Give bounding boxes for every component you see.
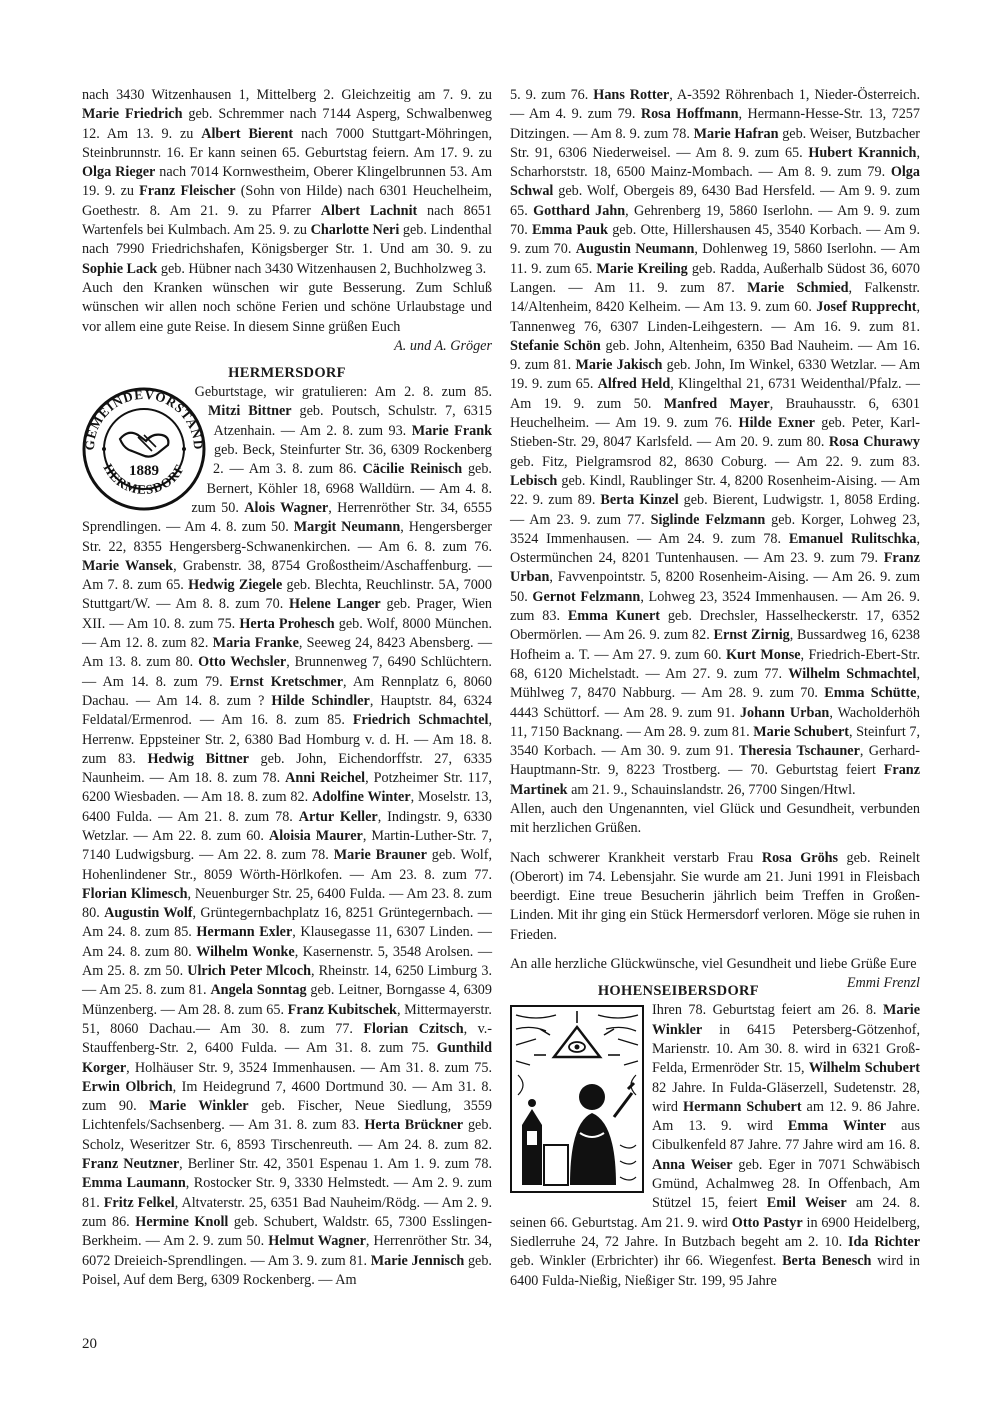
all-wishes-paragraph: Allen, auch den Ungenannten, viel Glück und Gesundheit, verbunden mit herzlichen Grüßen.: [510, 800, 920, 837]
church-woodcut-icon: [510, 1005, 644, 1193]
signature-frenzl: Emmi Frenzl: [846, 975, 920, 992]
left-column: [82, 86, 492, 1290]
page-number: 20: [82, 1336, 97, 1352]
svg-text:GEMEINDEVORSTAND: GEMEINDEVORSTAND: [81, 386, 207, 452]
heading-hohenseibersdorf: HOHENSEIBERSDORF: [597, 983, 759, 1000]
intro-paragraph: nach 3430 Witzenhausen 1, Mittelberg 2. Gleichzeitig am 7. 9. zu Marie Friedrich geb. Schremmer nach 7144 Asperg, Schwalbenweg 12. Am 13. 9. zu Albert Bierent nach 7000 Stuttgart-Möhringen, Steinbrunnstr. 16. Er kann seinen 65. Geburtstag feiern. Am 17. 9. zu Olga Rieger nach 7014 Kornwestheim, Oberer Klingelbrunnen 53. Am 19. 9. zu Franz Fleischer (Sohn von Hilde) nach 6301 Heuchelheim, Goethestr. 8. Am 21. 9. zu Pfarrer Albert Lachnit nach 8651 Wartenfels bei Kulmbach. Am 25. 9. zu Charlotte Neri geb. Lindenthal nach 7990 Friedrichshafen, Königsberger Str. 1. Und am 30. 9. zu Sophie Lack geb. Hübner nach 3430 Witzenhausen 2, Buchholzweg 3.: [82, 87, 492, 277]
greeting-text: An alle herzliche Glückwünsche, viel Gesundheit und liebe Grüße Eure: [510, 956, 917, 973]
svg-text:HERMESDORF: HERMESDORF: [100, 461, 188, 498]
hohenseibersdorf-birthdays: Ihren 78. Geburtstag feiert am 26. 8. Marie Winkler in 6415 Petersberg-Götzenhof, Marienstr. 10. Am 30. 8. wird in 6321 Groß-Felda, Ermenröder Str. 15, Wilhelm Schubert 82 Jahre. In Fulda-Gläserzell, Sudetenstr. 28, wird Hermann Schubert am 12. 9. 86 Jahre. Am 13. 9. wird Emma Winter aus Cibulkenfeld 87 Jahre. 77 Jahre wird am 16. 8. Anna Weiser geb. Eger in 7071 Schwäbisch Gmünd, Achalmweg 28. In Offenbach, Am Stützel 15, feiert Emil Weiser am 24. 8. seinen 66. Geburtstag. Am 21. 9. wird Otto Pastyr in 6900 Heidelberg, Siedlerruhe 24, 72 Jahre. In Butzbach begeht am 2. 10. Ida Richter geb. Winkler (Erbrichter) ihr 66. Wiegenfest. Berta Benesch wird in 6400 Fulda-Nießig, Nießiger Str. 199, 95 Jahre: [510, 1002, 921, 1289]
heading-hermersdorf: HERMERSDORF: [228, 365, 346, 382]
hermersdorf-birthdays: Geburtstage, wir gratulieren: Am 2. 8. zum 85. Mitzi Bittner geb. Poutsch, Schulstr. 7, 6315 Atzenhain. — Am 2. 8. zum 93. Marie Frank geb. Beck, Steinfurter Str. 36, 6309 Rockenberg 2. — Am 3. 8. zum 86. Cäcilie Reinisch geb. Bernert, Köhler 18, 6968 Walldürn. — Am 4. 8. zum 50. Alois Wagner, Herrenröther Str. 34, 6555 Sprendlingen. — Am 4. 8. zum 50. Margit Neumann, Hengersberger Str. 22, 8355 Hengersberg-Schwanenkirchen. — Am 6. 8. zum 76. Marie Wansek, Grabenstr. 38, 8754 Großostheim/Aschaffenburg. — Am 7. 8. zum 65. Hedwig Ziegele geb. Blechta, Reuchlinstr. 5A, 7000 Stuttgart/W. — Am 8. 8. zum 70. Helene Langer geb. Prager, Wien XII. — Am 10. 8. zum 75. Herta Prohesch geb. Wolf, 8000 München. — Am 12. 8. zum 82. Maria Franke, Seeweg 24, 8423 Abensberg. — Am 13. 8. zum 80. Otto Wechsler, Brunnenweg 7, 6490 Schlüchtern. — Am 14. 8. zum 79. Ernst Kretschmer, Am Rennplatz 6, 8060 Dachau. — Am 14. 8. zum ? Hilde Schindler, Hauptstr. 84, 6324 Feldatal/Ermenrod. — Am 16. 8. zum 85. Friedrich Schmachtel, Herrenw. Eppsteiner Str. 2, 6380 Bad Homburg v. d. H. — Am 18. 8. zum 83. Hedwig Bittner geb. John, Eichendorffstr. 27, 6335 Naunheim. — Am 18. 8. zum 78. Anni Reichel, Potzheimer Str. 117, 6200 Wiesbaden. — Am 18. 8. zum 82. Adolfine Winter, Moselstr. 13, 6400 Fulda. — Am 21. 8. zum 78. Artur Keller, Indingstr. 9, 6330 Wetzlar. — Am 22. 8. zum 60. Aloisia Maurer, Martin-Luther-Str. 7, 7140 Ludwigsburg. — Am 22. 8. zum 78. Marie Brauner geb. Wolf, Hohenlindener Str., 8059 Wörth-Hörlkofen. — Am 23. 8. zum 77. Florian Klimesch, Neuenburger Str. 25, 6400 Fulda. — Am 23. 8. zum 80. Augustin Wolf, Grüntegernbachplatz 16, 8251 Grüntegernbach. — Am 24. 8. zum 85. Hermann Exler, Klausegasse 11, 6307 Linden. — Am 24. 8. zum 80. Wilhelm Wonke, Kasernenstr. 5, 3548 Arolsen. — Am 25. 8. zm 50. Ulrich Peter Mlcoch, Rheinstr. 14, 6250 Limburg 3. — Am 25. 8. zum 81. Angela Sonntag geb. Leitner, Borngasse 4, 6309 Münzenberg. — Am 28. 8. zum 65. Franz Kubitschek, Mittermayerstr. 51, 8060 Dachau.— Am 30. 8. zum 77. Florian Czitsch, v.-Stauffenberg-Str. 2, 6400 Fulda. — Am 31. 8. zum 75. Gunthild Korger, Holhäuser Str. 9, 3524 Immenhausen. — Am 31. 8. zum 75. Erwin Olbrich, Im Heidegrund 7, 4600 Dortmund 30. — Am 31. 8. zum 90. Marie Winkler geb. Fischer, Neue Siedlung, 3559 Lichtenfels/Sachsenberg. — Am 31. 8. zum 83. Herta Brückner geb. Scholz, Weseritzer Str. 6, 8593 Tirschenreuth. — Am 24. 8. zum 82. Franz Neutzner, Berliner Str. 42, 3501 Espenau 1. Am 1. 9. zum 78. Emma Laumann, Rostocker Str. 9, 3330 Helmstedt. — Am 2. 9. zum 81. Fritz Felkel, Altvaterstr. 25, 6351 Bad Nauheim/Rödg. — Am 2. 9. zum 86. Hermine Knoll geb. Schubert, Waldstr. 65, 7300 Esslingen-Berkheim. — Am 2. 9. zum 50. Helmut Wagner, Herrenröther Str. 34, 6072 Dreieich-Sprendlingen. — Am 3. 9. zum 81. Marie Jennisch geb. Poisel, Auf dem Berg, 6309 Rockenberg. — Am: [82, 384, 493, 1288]
hermersdorf-birthdays-continued: 5. 9. zum 76. Hans Rotter, A-3592 Röhrenbach 1, Nieder-Österreich. — Am 4. 9. zum 79. Rosa Hoffmann, Hermann-Hesse-Str. 13, 7257 Ditzingen. — Am 8. 9. zum 78. Marie Hafran geb. Weiser, Butzbacher Str. 91, 6306 Niederweisel. — Am 8. 9. zum 65. Hubert Krannich, Scharhorststr. 18, 6500 Mainz-Mombach. — Am 8. 9. zum 79. Olga Schwal geb. Wolf, Obergeis 89, 6430 Bad Hersfeld. — Am 9. 9. zum 65. Gotthard Jahn, Gehrenberg 19, 5860 Iserlohn. — Am 9. 9. zum 70. Emma Pauk geb. Otte, Hillershausen 45, 3540 Korbach. — Am 9. 9. zum 70. Augustin Neumann, Dohlenweg 19, 5860 Iserlohn. — Am 11. 9. zum 65. Marie Kreiling geb. Radda, Außerhalb Südost 36, 6070 Langen. — Am 11. 9. zum 87. Marie Schmied, Falkenstr. 14/Altenheim, 8420 Kelheim. — Am 13. 9. zum 60. Josef Rupprecht, Tannenweg 76, 6307 Linden-Leihgestern. — Am 16. 9. zum 81. Stefanie Schön geb. John, Altenheim, 6350 Bad Nauheim. — Am 16. 9. zum 81. Marie Jakisch geb. John, Im Winkel, 6330 Wetzlar. — Am 19. 9. zum 65. Alfred Held, Klingelthal 21, 6731 Weidenthal/Pfalz. — Am 19. 9. zum 50. Manfred Mayer, Brauhausstr. 6, 6301 Heuchelheim. — Am 19. 9. zum 76. Hilde Exner geb. Peter, Karl-Stieben-Str. 29, 8047 Karlsfeld. — Am 20. 9. zum 80. Rosa Churawy geb. Fitz, Pielgramsrod 82, 8630 Coburg. — Am 22. 9. zum 83. Lebisch geb. Kindl, Raublinger Str. 4, 8200 Rosenheim-Aising. — Am 22. 9. zum 89. Berta Kinzel geb. Bierent, Ludwigstr. 1, 8058 Erding. — Am 23. 9. zum 77. Siglinde Felzmann geb. Korger, Lohweg 23, 3524 Immenhausen. — Am 24. 9. zum 78. Emanuel Rulitschka, Ostermünchen 24, 8201 Tuntenhausen. — Am 23. 9. zum 79. Franz Urban, Favvenpointstr. 5, 8200 Rosenheim-Aising. — Am 26. 9. zum 50. Gernot Felzmann, Lohweg 23, 3524 Immenhausen. — Am 26. 9. zum 83. Emma Kunert geb. Drechsler, Hasselheckerstr. 17, 6352 Obermörlen. — Am 26. 9. zum 82. Ernst Zirnig, Bussardweg 16, 6238 Hofheim a. T. — Am 27. 9. zum 60. Kurt Monse, Friedrich-Ebert-Str. 68, 6120 Michelstadt. — Am 27. 9. zum 77. Wilhelm Schmachtel, Mühlweg 7, 8470 Nabburg. — Am 28. 9. zum 70. Emma Schütte, 4443 Schüttorf. — Am 28. 9. zum 91. Johann Urban, Wacholderhöh 11, 7150 Backnang. — Am 28. 9. zum 81. Marie Schubert, Steinfurt 7, 3540 Korbach. — Am 30. 9. zum 91. Theresia Tschauner, Gerhard-Hauptmann-Str. 9, 8223 Trostberg. — 70. Geburtstag feiert Franz Martinek am 21. 9., Schauinslandstr. 26, 7700 Singen/Htwl.: [510, 87, 921, 798]
svg-text:1889: 1889: [129, 463, 159, 480]
obituary-paragraph: Nach schwerer Krankheit verstarb Frau Rosa Gröhs geb. Reinelt (Oberort) im 74. Lebensjahr. Sie wurde am 21. Juni 1991 in Fleisbach beerdigt. Eine treue Besucherin jährlich beim Treffen in Großen-Linden. Mit ihr ging ein Stück Hermersdorf verloren. Möge sie ruhen in Frieden.: [510, 849, 920, 943]
gemeindevorstand-seal-icon: [80, 385, 208, 513]
right-column: [510, 86, 920, 1291]
wishes-paragraph: Auch den Kranken wünschen wir gute Besserung. Zum Schluß wünschen wir allen noch schöne Ferien und schöne Urlaubstage und vor allem eine gute Reise. In diesem Sinne grüßen Euch: [82, 279, 492, 335]
signature-groeger: A. und A. Gröger: [394, 337, 492, 354]
